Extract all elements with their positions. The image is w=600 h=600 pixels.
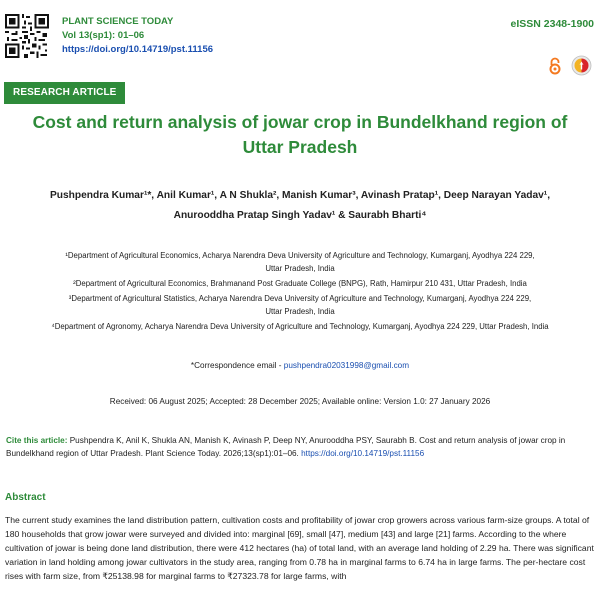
affiliation-text: Uttar Pradesh, India <box>265 264 335 273</box>
correspondence-email-link[interactable]: pushpendra02031998@gmail.com <box>283 361 410 370</box>
correspondence <box>0 361 600 370</box>
abstract-heading: Abstract <box>5 492 46 503</box>
affiliation-item <box>0 292 600 318</box>
publication-dates: Received: 06 August 2025; Accepted: 28 December 2025; Available online: Version 1.0: 27 January 2026 <box>109 397 491 406</box>
journal-info <box>62 15 213 57</box>
doi-link[interactable]: https://doi.org/10.14719/pst.11156 <box>62 44 214 55</box>
author-line: Pushpendra Kumar¹*, Anil Kumar¹, A N Shukla², Manish Kumar³, Avinash Pratap¹, Deep Narayan Yadav¹, <box>49 190 551 201</box>
affiliation-text: ⁴Department of Agronomy, Acharya Narendra Deva University of Agriculture and Technology, Kumarganj, Ayodhya 224 229, Uttar Pradesh, India <box>51 322 549 331</box>
abstract-text: The current study examines the land distribution pattern, cultivation costs and profitability of jowar crop growers across various farm-size groups. A total of 180 households that grow jowar were surveyed and divided into: marginal [69], small [47], medium [43] and large [21] farms. According to the where cultivation of jowar is being done land distribution, there were 412 hectares (ha) of total land, with an average land holding of 2.29 ha. There was significant variation in land holding among jowar cultivators in the study area, ranging from 0.78 ha in marginal farms to 6.74 ha in large farms. The per-hectare cost rises with farm size, from ₹25138.98 for marginal farms to ₹27323.78 for large farms, with <box>5 515 594 581</box>
affiliation-item <box>0 277 600 290</box>
check-for-updates-icon[interactable] <box>571 55 592 76</box>
affiliation-item <box>0 320 600 333</box>
citation <box>6 434 594 460</box>
author-list <box>0 186 600 226</box>
title-line: Uttar Pradesh <box>242 137 358 157</box>
affiliation-text: ³Department of Agricultural Statistics, Acharya Narendra Deva University of Agriculture and Technology, Kumarganj, Ayodhya 224 229, <box>68 294 532 303</box>
title-line: Cost and return analysis of jowar crop in Bundelkhand region of <box>32 112 568 132</box>
volume-issue: Vol 13(sp1): 01–06 <box>62 30 145 41</box>
affiliation-text: Uttar Pradesh, India <box>265 307 335 316</box>
journal-name: PLANT SCIENCE TODAY <box>62 16 174 27</box>
affiliations <box>0 249 600 335</box>
affiliation-text: ¹Department of Agricultural Economics, Acharya Narendra Deva University of Agriculture and Technology, Kumarganj, Ayodhya 224 229, <box>65 251 535 260</box>
citation-doi-link[interactable]: https://doi.org/10.14719/pst.11156 <box>301 449 425 458</box>
affiliation-item <box>0 249 600 275</box>
author-line: Anurooddha Pratap Singh Yadav¹ & Saurabh Bharti⁴ <box>173 210 427 221</box>
open-access-icon[interactable] <box>548 57 562 75</box>
qr-code-icon <box>5 14 49 58</box>
citation-text: Pushpendra K, Anil K, Shukla AN, Manish K, Avinash P, Deep NY, Anurooddha PSY, Saurabh B. Cost and return analysis of jowar crop in Bundelkhand region of Uttar Pradesh. Plant Science Today. 2026;13(sp1):01–06. <box>6 436 566 458</box>
correspondence-label: *Correspondence email - <box>190 361 282 370</box>
eissn: eISSN 2348-1900 <box>510 18 594 30</box>
article-title <box>0 110 600 160</box>
citation-label: Cite this article: <box>6 436 68 445</box>
affiliation-text: ²Department of Agricultural Economics, Brahmanand Post Graduate College (BNPG), Rath, Hamirpur 210 431, Uttar Pradesh, India <box>73 279 527 288</box>
article-type-badge: RESEARCH ARTICLE <box>4 82 125 104</box>
